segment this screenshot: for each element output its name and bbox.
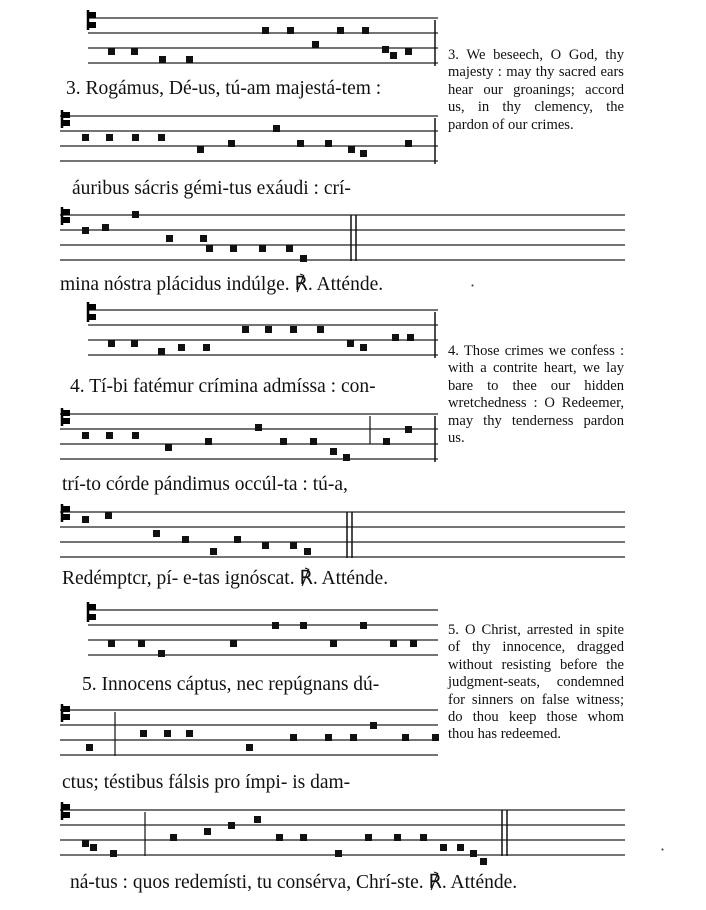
chant-staff bbox=[60, 502, 630, 564]
stray-mark: · bbox=[660, 840, 666, 859]
verse-3-line-1: 3. Rogámus, Dé-us, tú-am majestá-tem : bbox=[66, 78, 382, 99]
verse-4-line-3: Redémptcr, pí- e-tas ignóscat. ℟. Atténde. bbox=[62, 568, 389, 589]
verse-5-line-2: ctus; téstibus fálsis pro ímpi- is dam- bbox=[62, 772, 351, 793]
chant-staff bbox=[60, 404, 440, 466]
verse-5-translation: 5. O Christ, arrested in spite of thy innocence, dragged without resisting before the judgment-seats, condemned for sinners on false witness; do thou keep those whom thou has redeemed. bbox=[448, 622, 624, 743]
chant-staff bbox=[60, 205, 630, 265]
chant-staff bbox=[60, 300, 440, 360]
verse-5-line-3: ná-tus : quos redemísti, tu consérva, Chrí-ste. ℟. Atténde. bbox=[70, 872, 518, 893]
chant-staff bbox=[60, 8, 440, 68]
verse-3-line-2: áuribus sácris gémi-tus exáudi : crí- bbox=[72, 178, 351, 199]
chant-staff bbox=[60, 800, 630, 866]
verse-4-line-1: 4. Tí-bi fatémur crímina admíssa : con- bbox=[70, 376, 376, 397]
verse-4-translation: 4. Those crimes we confess : with a contrite heart, we lay bare to thee our hidden wretchedness : O Redeemer, may thy tenderness pardon us. bbox=[448, 343, 624, 447]
verse-3-translation: 3. We beseech, O God, thy majesty : may thy sacred ears hear our groanings; accord us, in thy clemency, the pardon of our crimes. bbox=[448, 47, 624, 133]
stray-mark: · bbox=[470, 276, 476, 295]
verse-3-line-3: mina nóstra plácidus indúlge. ℟. Atténde. bbox=[60, 274, 384, 295]
chant-staff bbox=[60, 600, 440, 662]
chant-staff bbox=[60, 106, 440, 166]
verse-5-line-1: 5. Innocens cáptus, nec repúgnans dú- bbox=[82, 674, 380, 695]
chant-staff bbox=[60, 700, 440, 762]
verse-4-line-2: trí-to córde pándimus occúl-ta : tú-a, bbox=[62, 474, 348, 495]
